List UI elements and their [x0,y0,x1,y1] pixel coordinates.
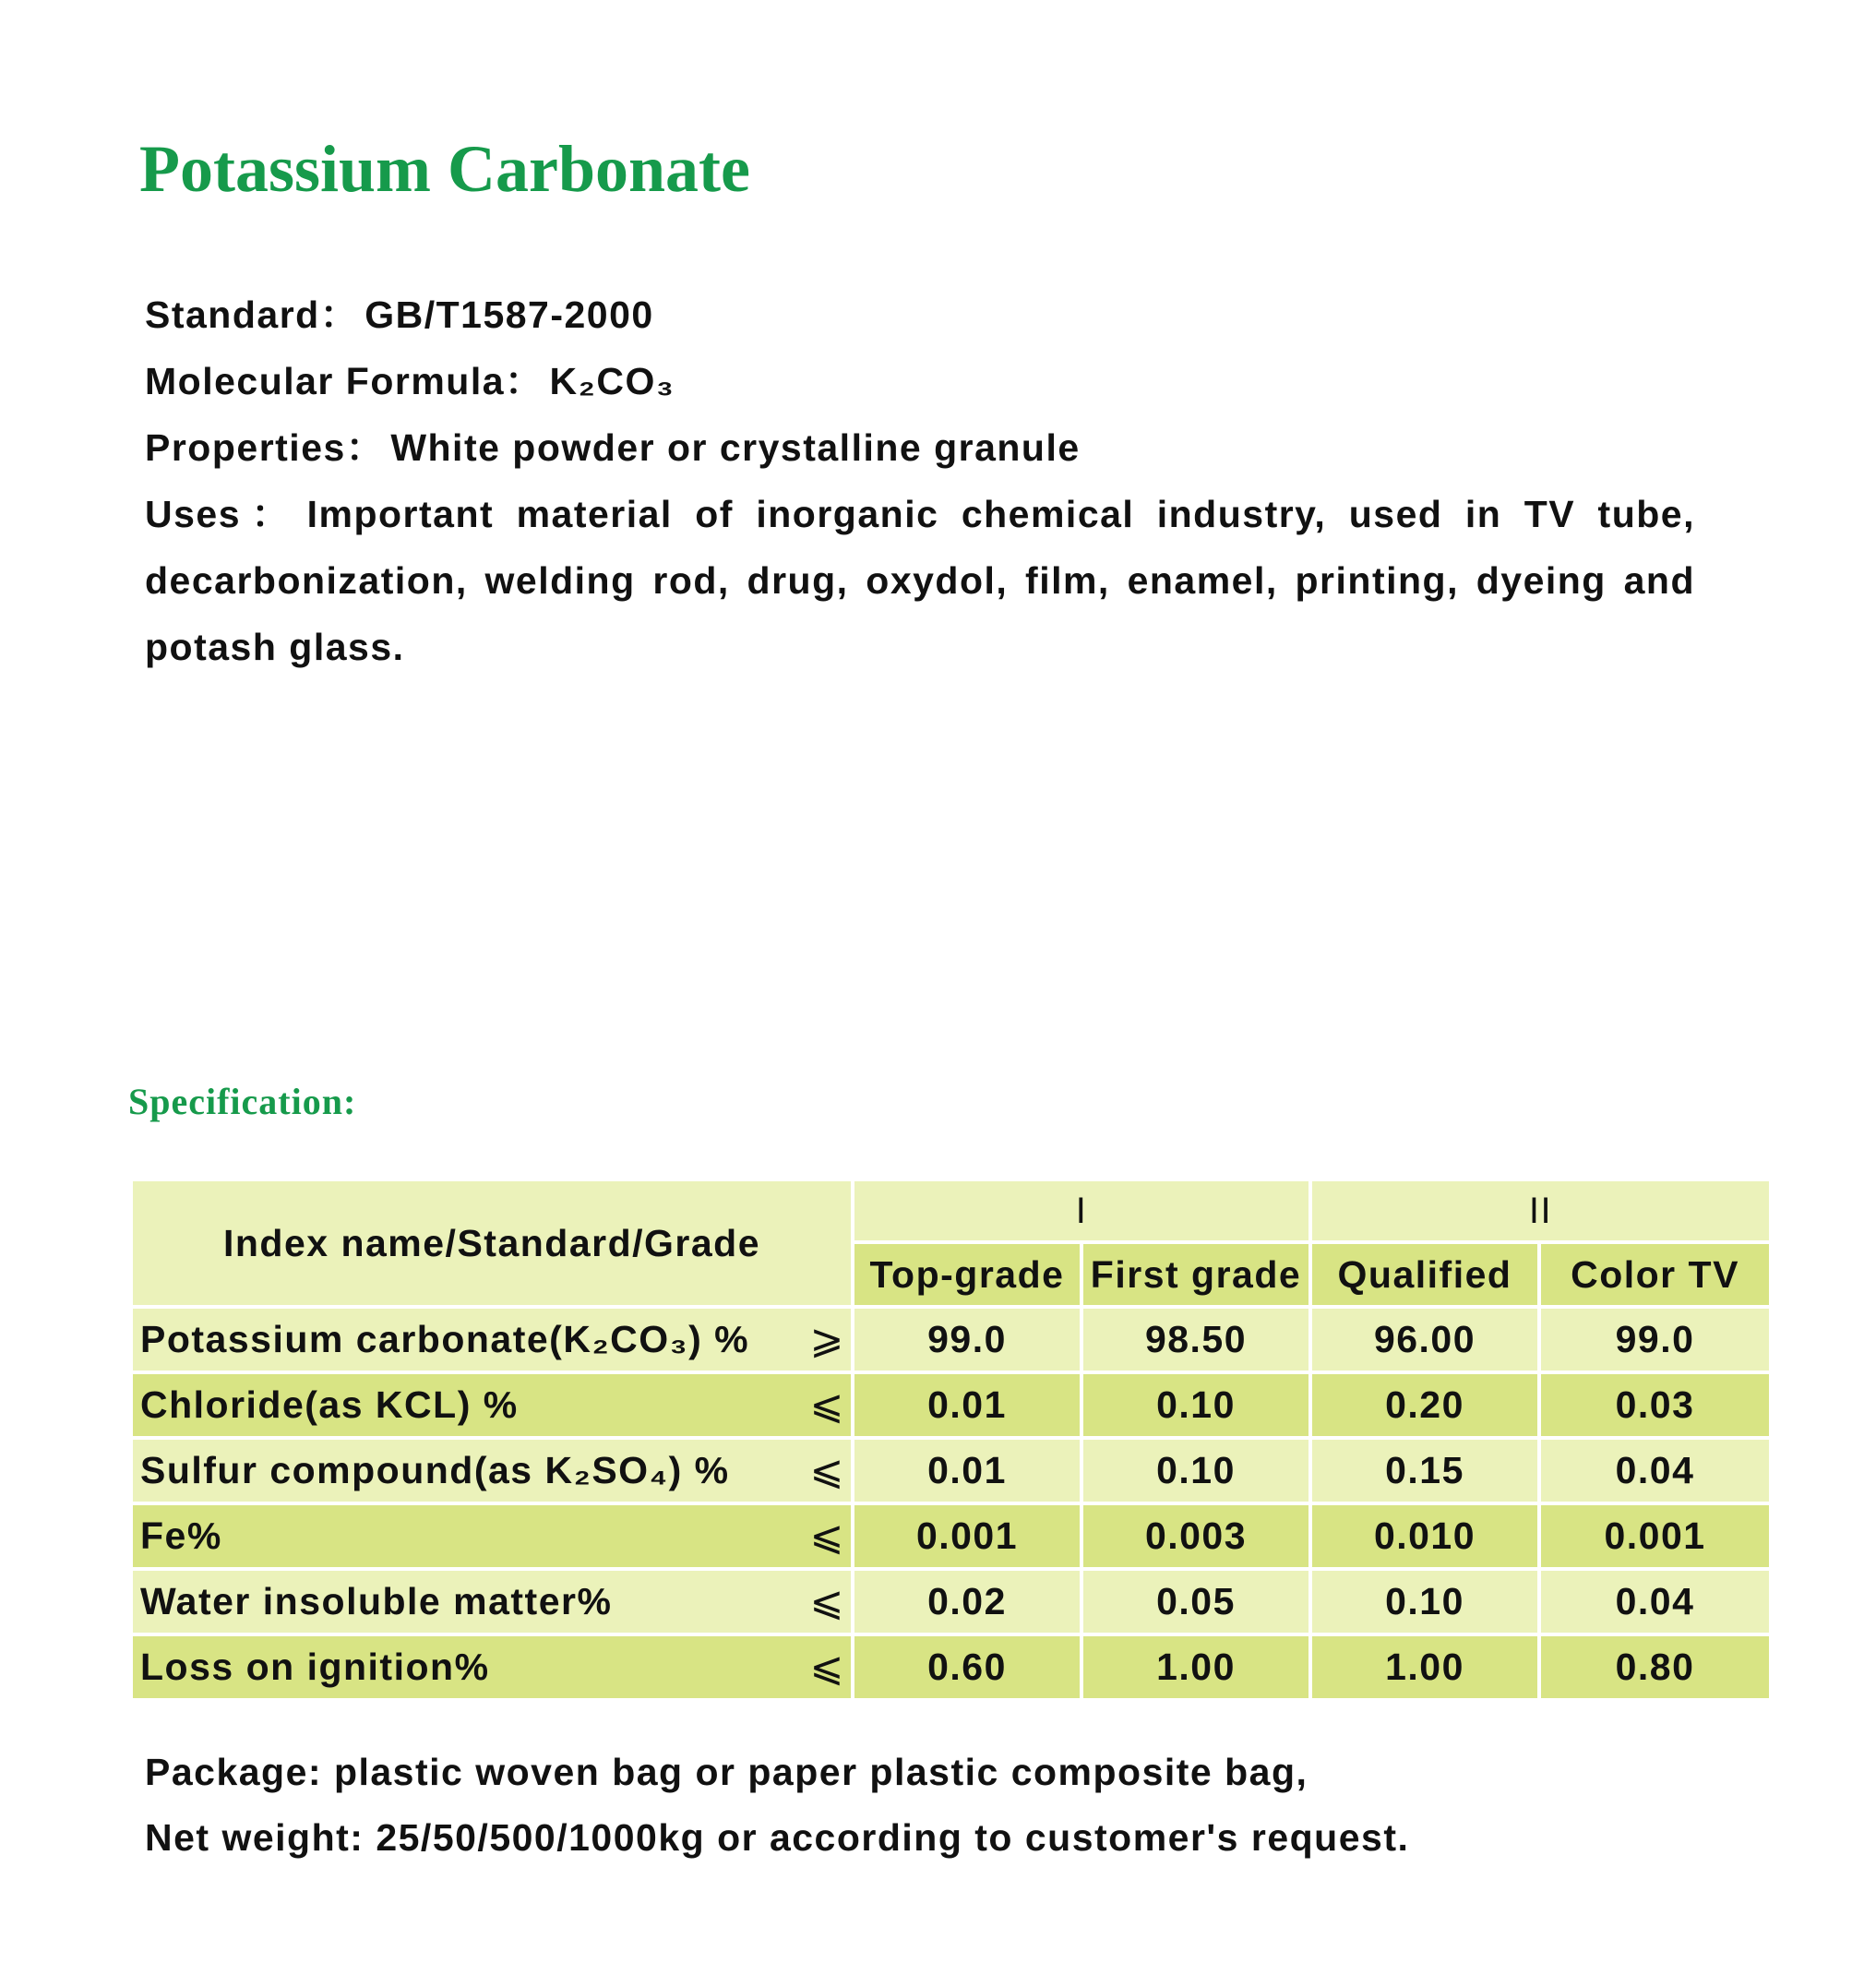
grade-header-color-tv: Color TV [1539,1242,1771,1307]
index-header: Index name/Standard/Grade [131,1179,853,1307]
uses-line [145,481,1695,680]
formula-value: K₂CO₃ [549,360,675,402]
value-cell: 0.03 [1539,1372,1771,1438]
properties-value: White powder or crystalline granule [390,426,1081,469]
table-row [131,1503,1771,1569]
value-cell: 0.04 [1539,1569,1771,1634]
formula-line [145,348,1695,414]
standard-label: Standard： [145,293,360,336]
properties-line [145,414,1695,481]
value-cell: 0.15 [1310,1438,1539,1503]
footer-notes [145,1740,1409,1871]
value-cell: 1.00 [1081,1634,1310,1700]
value-cell: 0.10 [1310,1569,1539,1634]
relation-symbol: ⩽ [809,1578,845,1625]
row-name: Loss on ignition% [140,1646,490,1688]
table-header-row-groups [131,1179,1771,1242]
row-name: Fe% [140,1514,222,1557]
package-line: Package: plastic woven bag or paper plastic composite bag, [145,1751,1308,1793]
group-header-i: I [853,1179,1310,1242]
value-cell: 0.02 [853,1569,1081,1634]
relation-symbol: ⩾ [809,1316,845,1363]
page-title: Potassium Carbonate [139,132,750,206]
value-cell: 0.04 [1539,1438,1771,1503]
value-cell: 0.05 [1081,1569,1310,1634]
row-name: Chloride(as KCL) % [140,1383,519,1426]
row-name: Water insoluble matter% [140,1580,613,1622]
product-info [145,281,1695,680]
row-name-cell [131,1307,853,1372]
row-name: Sulfur compound(as K₂SO₄) % [140,1449,730,1491]
value-cell: 99.0 [853,1307,1081,1372]
row-name-cell [131,1634,853,1700]
value-cell: 0.01 [853,1372,1081,1438]
value-cell: 0.010 [1310,1503,1539,1569]
value-cell: 0.10 [1081,1438,1310,1503]
value-cell: 0.001 [1539,1503,1771,1569]
properties-label: Properties： [145,426,386,469]
value-cell: 0.10 [1081,1372,1310,1438]
net-weight-line: Net weight: 25/50/500/1000kg or according to customer's request. [145,1816,1410,1859]
value-cell: 1.00 [1310,1634,1539,1700]
relation-symbol: ⩽ [809,1513,845,1560]
table-row [131,1634,1771,1700]
value-cell: 0.20 [1310,1372,1539,1438]
grade-header-first: First grade [1081,1242,1310,1307]
standard-line [145,281,1695,348]
table-row [131,1307,1771,1372]
grade-header-qualified: Qualified [1310,1242,1539,1307]
relation-symbol: ⩽ [809,1644,845,1691]
value-cell: 99.0 [1539,1307,1771,1372]
table-row [131,1438,1771,1503]
value-cell: 98.50 [1081,1307,1310,1372]
value-cell: 96.00 [1310,1307,1539,1372]
value-cell: 0.001 [853,1503,1081,1569]
specification-heading: Specification: [128,1081,357,1122]
value-cell: 0.01 [853,1438,1081,1503]
uses-label: Uses： [145,493,302,535]
value-cell: 0.003 [1081,1503,1310,1569]
row-name-cell [131,1438,853,1503]
row-name-cell [131,1569,853,1634]
value-cell: 0.60 [853,1634,1081,1700]
formula-label: Molecular Formula： [145,360,544,402]
grade-header-top: Top-grade [853,1242,1081,1307]
specification-table [129,1178,1773,1702]
row-name-cell [131,1503,853,1569]
relation-symbol: ⩽ [809,1382,845,1429]
group-header-ii: II [1310,1179,1771,1242]
value-cell: 0.80 [1539,1634,1771,1700]
row-name: Potassium carbonate(K₂CO₃) % [140,1318,750,1360]
relation-symbol: ⩽ [809,1447,845,1494]
uses-value: Important material of inorganic chemical industry, used in TV tube, decarbonization, welding rod, drug, oxydol, film, enamel, printing, dyeing and potash glass. [145,493,1695,668]
table-row [131,1372,1771,1438]
table-row [131,1569,1771,1634]
row-name-cell [131,1372,853,1438]
standard-value: GB/T1587-2000 [364,293,654,336]
